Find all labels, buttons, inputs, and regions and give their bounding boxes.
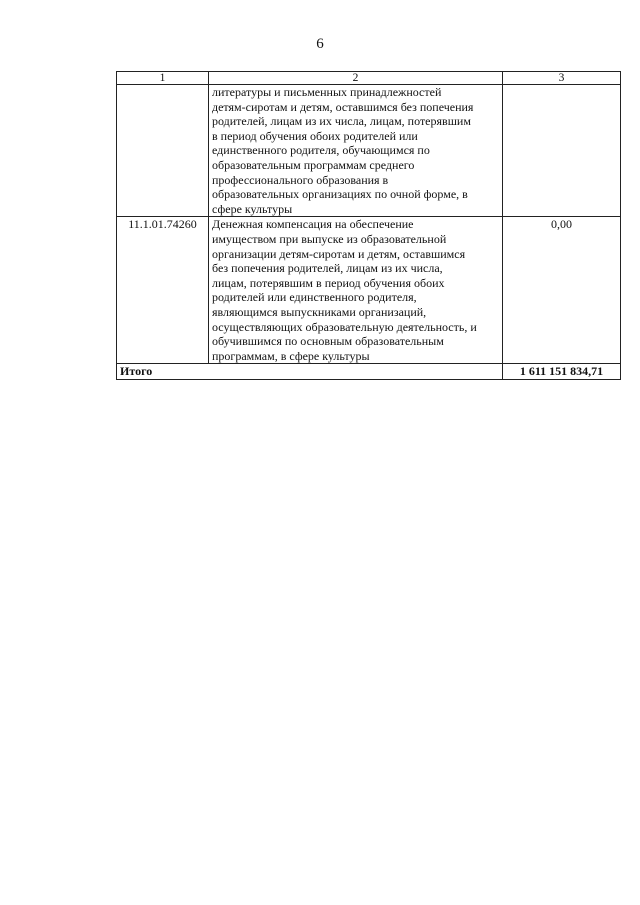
column-header-2: 2 xyxy=(209,72,503,85)
row-code xyxy=(117,85,209,217)
description-line: единственного родителя, обучающимся по xyxy=(212,143,430,158)
table-header-row xyxy=(117,72,621,85)
description-line: лицам, потерявшим в период обучения обоих xyxy=(212,275,445,290)
column-header-1: 1 xyxy=(117,72,209,85)
description-line: организации детям-сиротам и детям, оставшимся xyxy=(212,246,466,261)
description-line: образовательным программам среднего xyxy=(212,157,415,172)
description-line: Денежная компенсация на обеспечение xyxy=(212,217,414,232)
table-row xyxy=(117,85,621,217)
description-line: в период обучения обоих родителей или xyxy=(212,128,418,143)
description-line: литературы и письменных принадлежностей xyxy=(212,85,442,99)
row-description xyxy=(209,85,503,217)
description-line: осуществляющих образовательную деятельность, и xyxy=(212,319,477,334)
description-line: без попечения родителей, лицам из их числа, xyxy=(212,261,443,276)
page-number: 6 xyxy=(316,36,324,52)
row-amount xyxy=(503,85,621,217)
description-line: программам, в сфере культуры xyxy=(212,348,370,363)
description-line: родителей или единственного родителя, xyxy=(212,290,417,305)
description-line: образовательных организациях по очной форме, в xyxy=(212,187,468,202)
row-code: 11.1.01.74260 xyxy=(117,217,209,364)
description-line: сфере культуры xyxy=(212,201,293,216)
total-amount: 1 611 151 834,71 xyxy=(503,364,621,380)
column-header-3: 3 xyxy=(503,72,621,85)
row-amount: 0,00 xyxy=(503,217,621,364)
row-description xyxy=(209,217,503,364)
budget-table xyxy=(116,71,621,380)
description-line: обучившимся по основным образовательным xyxy=(212,334,444,349)
table-row xyxy=(117,217,621,364)
description-line: являющимся выпускниками организаций, xyxy=(212,304,427,319)
total-row xyxy=(117,364,621,380)
description-line: профессионального образования в xyxy=(212,172,389,187)
description-line: детям-сиротам и детям, оставшимся без попечения xyxy=(212,99,474,114)
description-line: имуществом при выпуске из образовательной xyxy=(212,231,447,246)
description-line: родителей, лицам из их числа, лицам, потерявшим xyxy=(212,114,471,129)
total-label: Итого xyxy=(117,364,503,380)
